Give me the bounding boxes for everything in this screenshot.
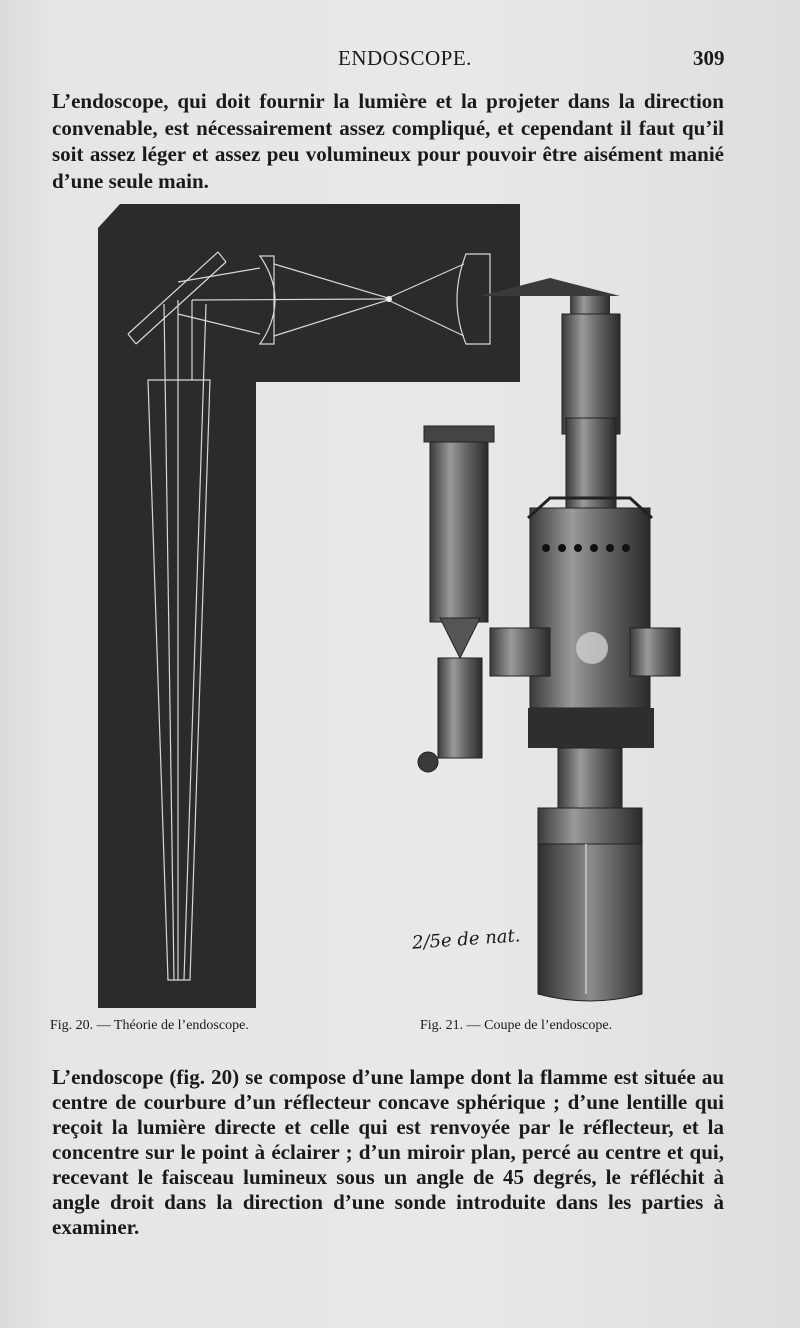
- page-number: 309: [693, 46, 725, 70]
- figure-21-caption: Fig. 21. — Coupe de l’endoscope.: [420, 1018, 613, 1033]
- description-paragraph: L’endoscope (fig. 20) se compose d’une lampe dont la flamme est située au centre de courbure d’un réflecteur concave sphérique ; d’une lentille qui reçoit la lumière directe et celle qui est renvoyée par le réflecteur, et la concentre sur le point à éclairer ; d’un miroir plan, percé au centre et qui, recevant le faisceau lumineux sous un angle de 45 degrés, le réfléchit à angle droit dans la direction d’une sonde introduite dans les parties à examiner.: [52, 1065, 724, 1239]
- scale-label: 2/5e de nat.: [411, 925, 522, 954]
- figure-21-endoscope-section: [410, 278, 690, 1008]
- figure-20-caption: Fig. 20. — Théorie de l’endoscope.: [50, 1018, 249, 1033]
- running-header: [0, 46, 800, 76]
- intro-paragraph: L’endoscope, qui doit fournir la lumière et la projeter dans la direction convenable, est nécessairement assez compliqué, et cependant il faut qu’il soit assez léger et assez peu volumineux pour pouvoir être aisément manié d’une seule main.: [52, 89, 724, 193]
- running-title: ENDOSCOPE.: [338, 46, 472, 70]
